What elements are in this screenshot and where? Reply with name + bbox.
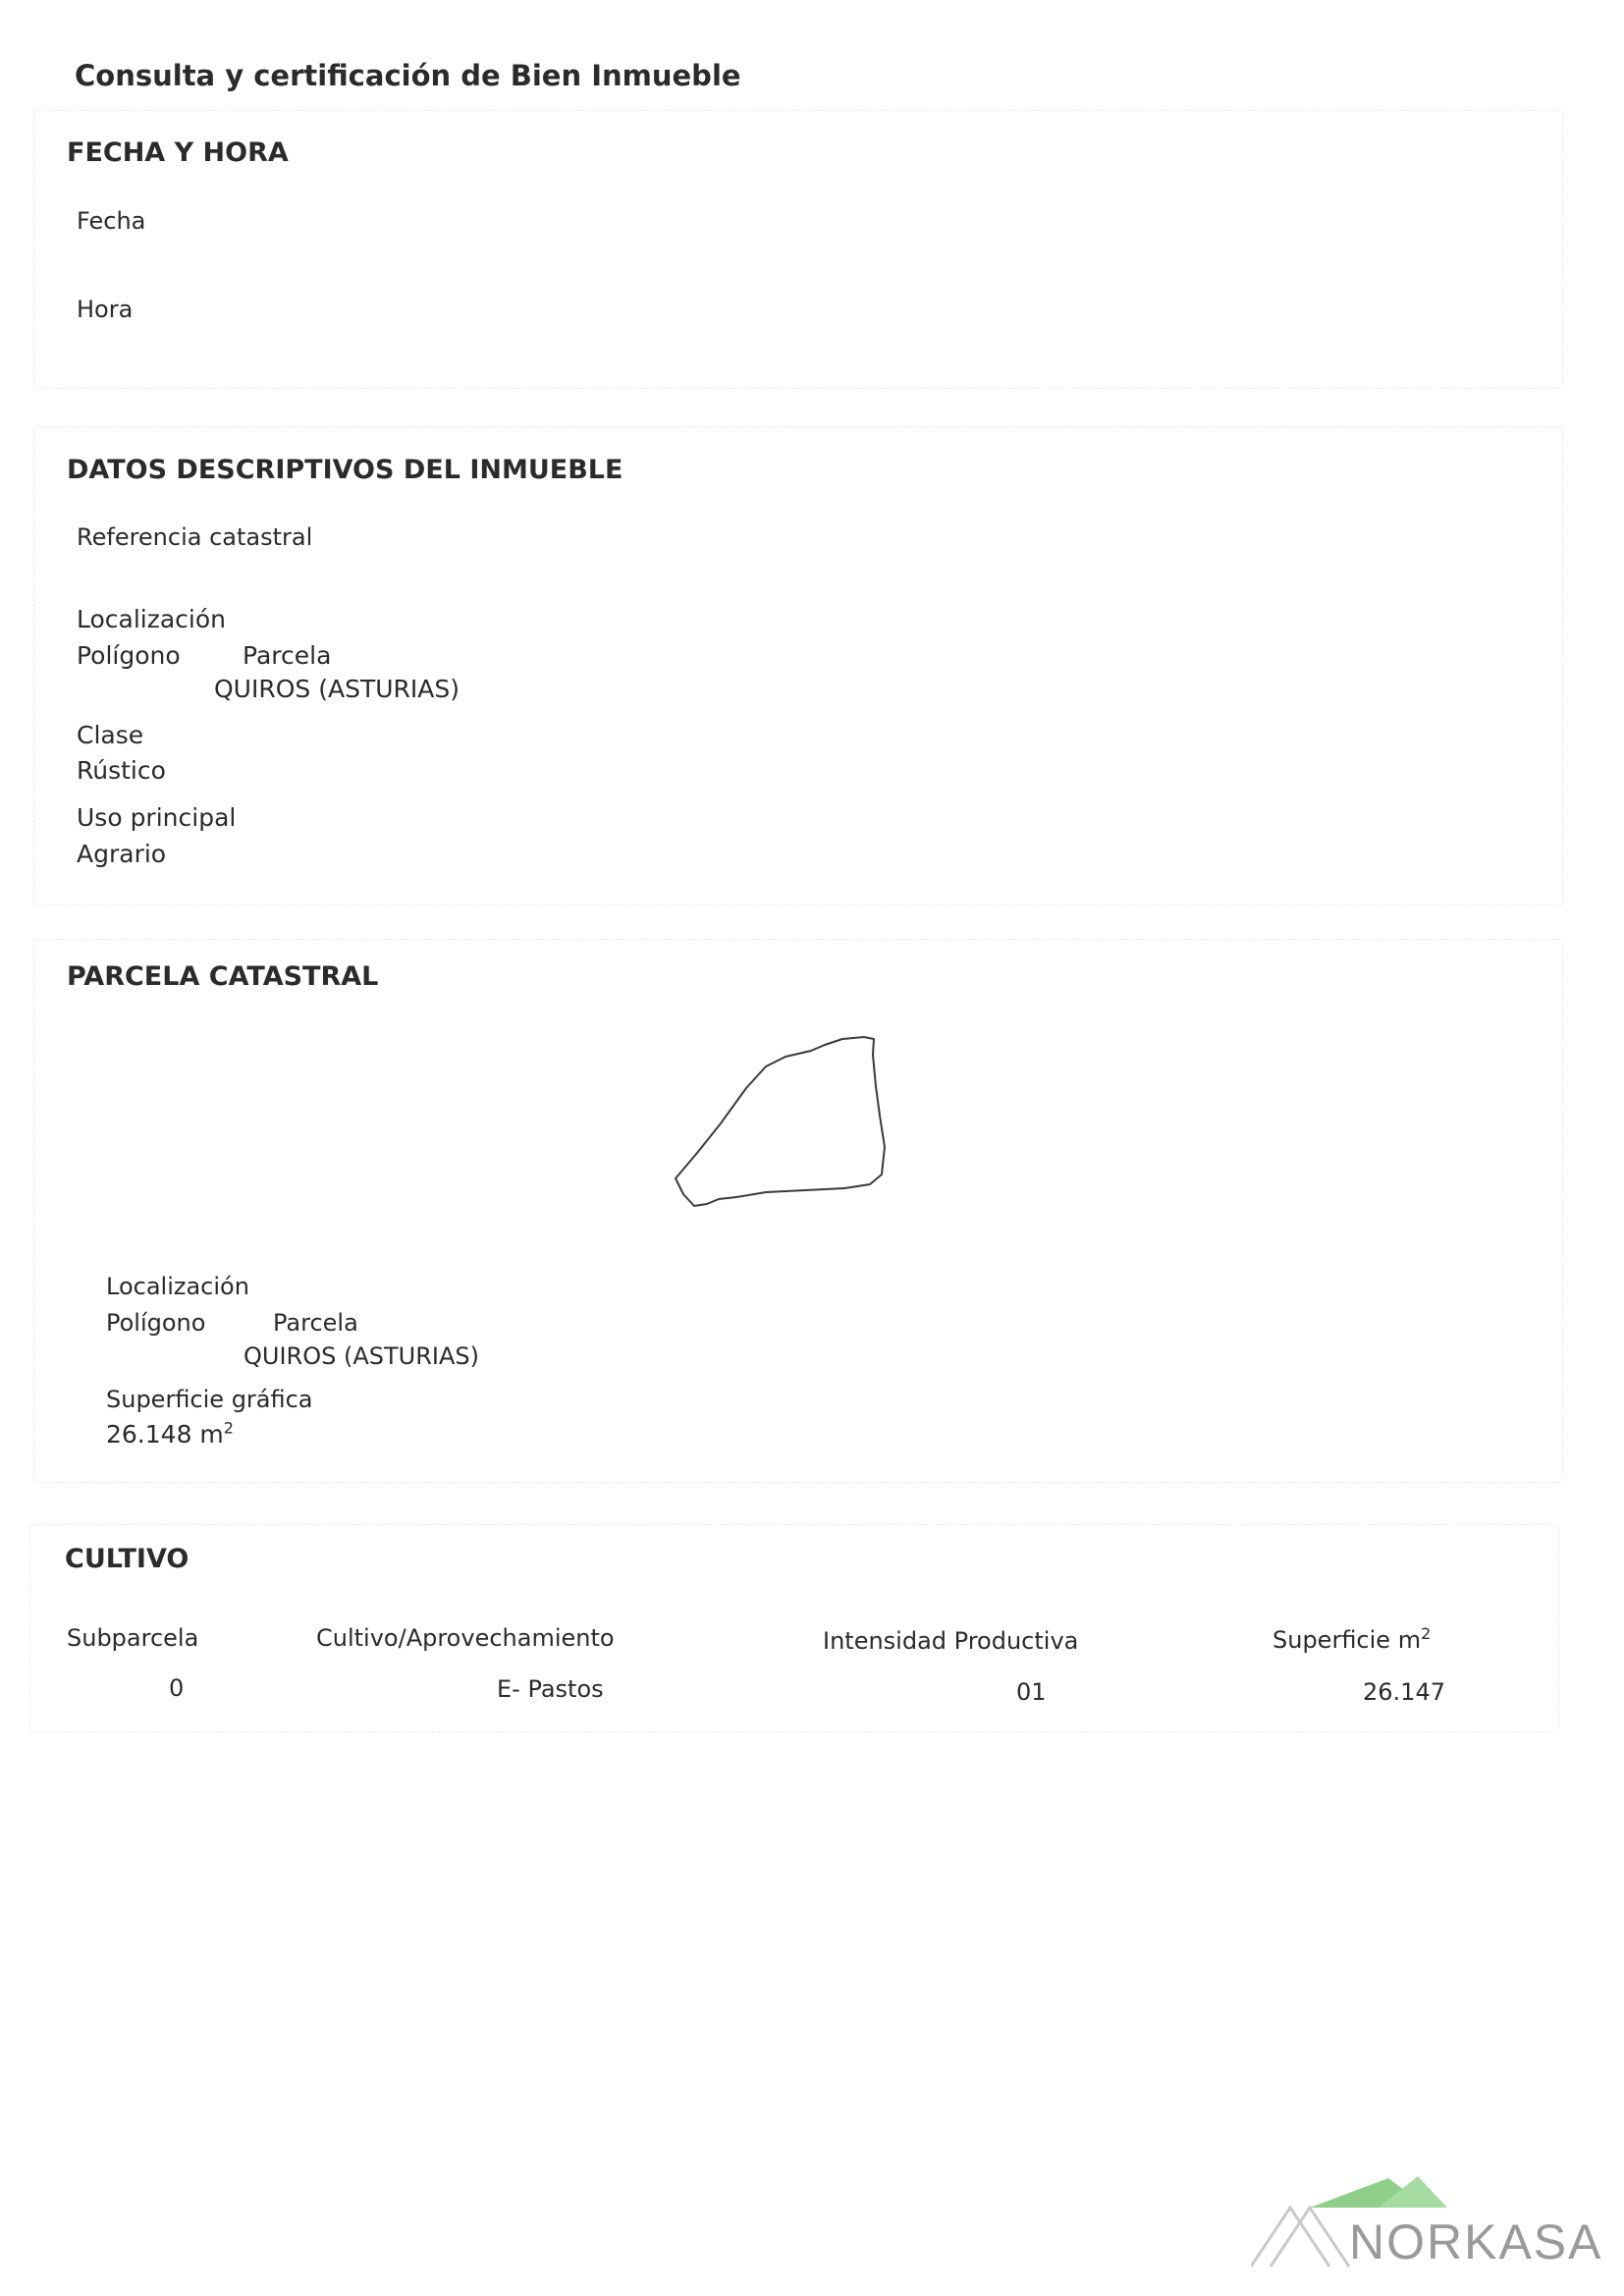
superficie-grafica-unit-sup: 2 xyxy=(223,1418,234,1438)
norkasa-logo xyxy=(1251,2168,1604,2276)
uso-principal-value: Agrario xyxy=(77,840,167,868)
col-header-superficie xyxy=(1272,1626,1431,1654)
document-title: Consulta y certificación de Bien Inmueble xyxy=(75,59,741,92)
clase-value: Rústico xyxy=(77,756,166,785)
parcel-outline-shape xyxy=(676,1037,885,1206)
parcela-poligono-label: Polígono xyxy=(106,1309,206,1337)
hora-label: Hora xyxy=(77,296,134,323)
col-header-intensidad: Intensidad Productiva xyxy=(823,1627,1079,1655)
localizacion-label: Localización xyxy=(77,605,227,633)
section-title-datos: DATOS DESCRIPTIVOS DEL INMUEBLE xyxy=(67,455,623,485)
parcela-label: Parcela xyxy=(243,641,332,670)
poligono-label: Polígono xyxy=(77,641,181,670)
uso-principal-label: Uso principal xyxy=(77,803,237,832)
col-header-subparcela: Subparcela xyxy=(67,1624,199,1652)
superficie-grafica-number: 26.148 m xyxy=(106,1420,224,1449)
superficie-grafica-label: Superficie gráfica xyxy=(106,1386,313,1413)
col-header-superficie-text: Superficie m xyxy=(1272,1626,1422,1654)
cell-superficie: 26.147 xyxy=(1363,1678,1445,1706)
cell-cultivo: E- Pastos xyxy=(497,1675,604,1703)
section-title-fecha-hora: FECHA Y HORA xyxy=(67,137,289,168)
parcela-parcela-label: Parcela xyxy=(273,1309,358,1337)
section-title-parcela: PARCELA CATASTRAL xyxy=(67,961,379,992)
section-title-cultivo: CULTIVO xyxy=(65,1544,189,1574)
parcel-outline-map xyxy=(668,1027,933,1263)
cell-subparcela: 0 xyxy=(169,1674,185,1702)
superficie-grafica-value xyxy=(106,1420,234,1449)
fecha-label: Fecha xyxy=(77,207,146,235)
clase-label: Clase xyxy=(77,721,144,749)
cell-intensidad: 01 xyxy=(1016,1678,1047,1706)
parcela-municipio-value: QUIROS (ASTURIAS) xyxy=(244,1342,479,1370)
municipio-value: QUIROS (ASTURIAS) xyxy=(214,675,460,703)
logo-text: NORKASA xyxy=(1349,2214,1603,2269)
referencia-catastral-label: Referencia catastral xyxy=(77,523,313,551)
col-header-cultivo: Cultivo/Aprovechamiento xyxy=(316,1624,615,1652)
col-header-superficie-sup: 2 xyxy=(1421,1624,1432,1643)
parcela-localizacion-label: Localización xyxy=(106,1273,249,1300)
